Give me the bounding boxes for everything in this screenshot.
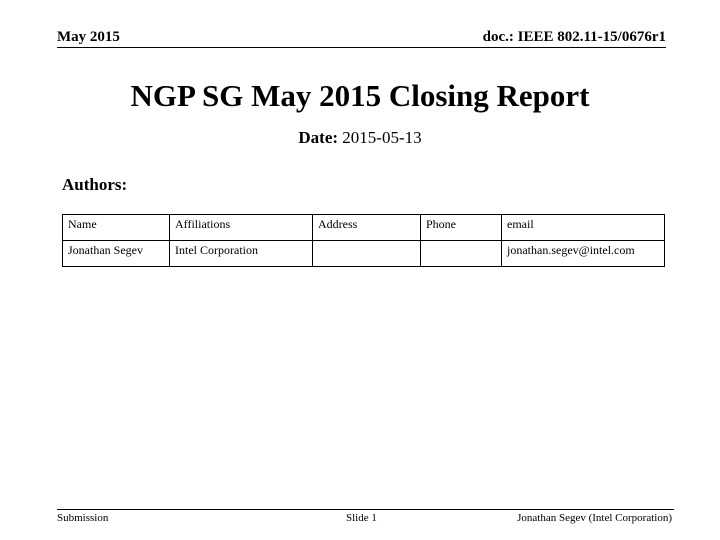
table-header-cell: Phone [421,215,502,241]
authors-table [62,214,665,267]
footer-right: Jonathan Segev (Intel Corporation) [517,512,672,524]
table-header-cell: Affiliations [170,215,313,241]
header-doc-id: doc.: IEEE 802.11-15/0676r1 [482,29,666,45]
table-header-cell: Name [63,215,170,241]
date-value: 2015-05-13 [342,128,422,147]
footer-divider [57,509,674,510]
table-cell-name: Jonathan Segev [63,241,170,267]
slide-title: NGP SG May 2015 Closing Report [130,78,590,113]
footer-left: Submission [57,512,109,524]
table-row [63,241,665,267]
table-cell-email: jonathan.segev@intel.com [502,241,665,267]
date-line [0,128,720,148]
table-header-cell: Address [313,215,421,241]
table-cell-address [313,241,421,267]
authors-heading: Authors: [62,175,128,194]
footer-slide-number: Slide 1 [346,512,377,524]
header-date: May 2015 [57,29,120,45]
table-cell-phone [421,241,502,267]
table-cell-affiliation: Intel Corporation [170,241,313,267]
date-label: Date: [298,128,339,147]
header-divider [57,47,666,48]
table-header-row [63,215,665,241]
table-header-cell: email [502,215,665,241]
